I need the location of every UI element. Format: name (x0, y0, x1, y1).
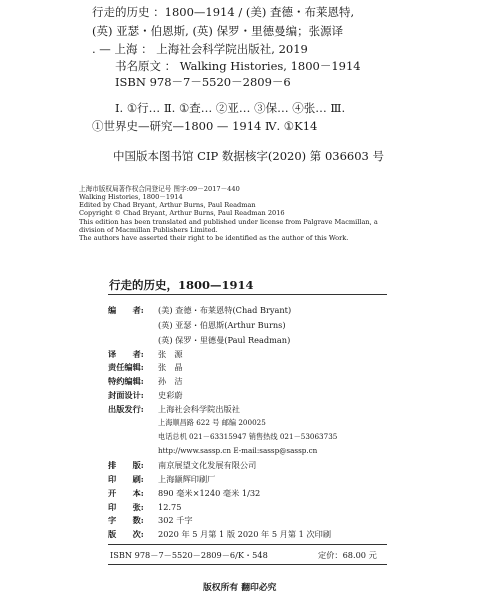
field-responsible-editor: 责任编辑: 张 晶 (108, 362, 183, 372)
field-translator: 译 者: 张 源 (108, 349, 183, 359)
field-publisher: 出版发行: 上海社会科学院出版社 (108, 404, 240, 414)
rights-line-2: Walking Histories, 1800－1914 (79, 193, 183, 201)
rights-line-5: This edition has been translated and published under license from Palgrave Macmillan, a (79, 218, 378, 226)
field-printing: 印 刷: 上海颛辉印刷厂 (108, 474, 216, 484)
book-title: 行走的历史，1800—1914 (109, 278, 254, 292)
cip-line-1: 行走的历史 ：1800—1914 / (美) 査德・布莱恩特, (92, 5, 355, 19)
cip-classification-2: ①世界史—研究—1800 — 1914 Ⅳ. ①K14 (92, 119, 318, 133)
price: 定价：68.00 元 (318, 550, 377, 560)
cip-record-number: 中国版本图书馆 CIP 数据核字(2020) 第 036603 号 (113, 149, 384, 163)
isbn-top-rule (108, 544, 387, 545)
field-editor-2: (英) 亚瑟・伯恩斯(Arthur Burns) (158, 320, 286, 330)
field-word-count: 字 数: 302 千字 (108, 515, 193, 525)
rights-line-1: 上海市版权局著作权合同登记号 图字:09－2017－440 (79, 185, 240, 193)
rights-line-7: The authors have asserted their right to be identified as the author of this Work. (79, 234, 349, 242)
all-rights-reserved: 版权所有 翻印必究 (203, 583, 277, 593)
isbn-line: ISBN 978－7－5520－2809－6/K・548 (110, 550, 268, 560)
rights-line-3: Edited by Chad Bryant, Arthur Burns, Paul Readman (79, 201, 256, 209)
field-cover-design: 封面设计: 史彩蔚 (108, 390, 183, 400)
cip-isbn: ISBN 978－7－5520－2809－6 (115, 75, 291, 89)
field-website: http://www.sassp.cn E-mail:sassp@sassp.cn (158, 446, 318, 455)
field-editor-3: (英) 保罗・里德曼(Paul Readman) (158, 335, 291, 345)
field-typesetting: 排 版: 南京展望文化发展有限公司 (108, 460, 257, 470)
cip-classification-1: Ⅰ. ①行… Ⅱ. ①查… ②亚… ③保… ④张… Ⅲ. (115, 101, 346, 115)
field-edition: 版 次: 2020 年 5 月第 1 版 2020 年 5 月第 1 次印刷 (108, 529, 332, 539)
title-rule (108, 294, 387, 295)
field-phone: 电话总机 021－63315947 销售热线 021－53063735 (158, 432, 338, 441)
cip-line-3: . — 上海 ： 上海社会科学院出版社, 2019 (92, 42, 308, 56)
field-address: 上海顺昌路 622 号 邮编 200025 (158, 418, 266, 427)
field-format: 开 本: 890 毫米×1240 毫米 1/32 (108, 488, 261, 498)
rights-line-4: Copyright © Chad Bryant, Arthur Burns, Paul Readman 2016 (79, 209, 285, 217)
field-sheets: 印 张: 12.75 (108, 502, 182, 512)
cip-line-4: 书名原文 ： Walking Histories, 1800－1914 (115, 59, 361, 73)
rights-line-6: division of Macmillan Publishers Limited. (79, 226, 218, 234)
field-editor: 编 者: (美) 查德・布莱恩特(Chad Bryant) (108, 305, 292, 315)
field-contract-editor: 特约编辑: 孙 洁 (108, 376, 183, 386)
isbn-bottom-rule (108, 564, 387, 565)
cip-line-2: (英) 亚瑟・伯恩斯, (英) 保罗・里德曼编；张源译 (92, 24, 344, 38)
